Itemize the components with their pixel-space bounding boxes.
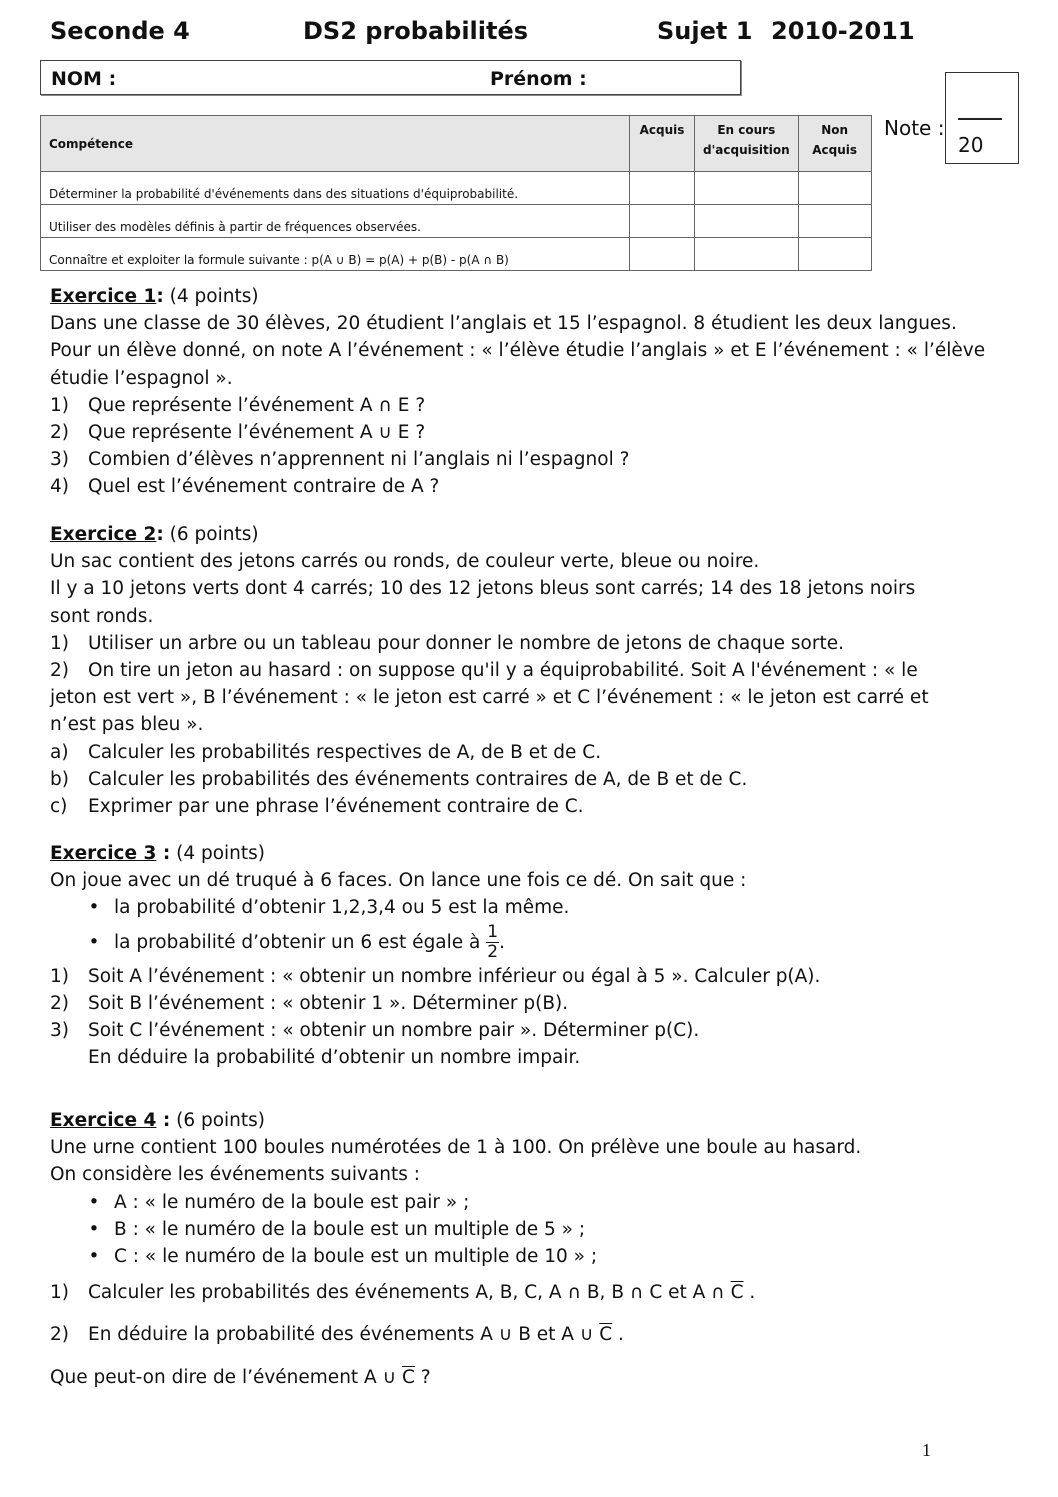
question: 2) Que représente l’événement A ∪ E ? [50,422,426,444]
school-year: 2010-2011 [771,17,915,45]
question: 2) On tire un jeton au hasard : on suppose qu'il y a équiprobabilité. Soit A l'événement : « le [50,660,918,682]
bullet-item: • A : « le numéro de la boule est pair » ; [50,1189,861,1216]
intro-line: Dans une classe de 30 élèves, 20 étudient l’anglais et 15 l’espagnol. 8 étudient les deux langues. [50,313,957,335]
bullet-icon: • [88,1246,100,1268]
header-competence: Compétence [41,116,630,172]
competence-label: Utiliser des modèles définis à partir de fréquences observées. [41,205,630,238]
intro-line: sont ronds. [50,605,154,627]
grade-fraction-line [958,118,1002,120]
intro-line: Un sac contient des jetons carrés ou ronds, de couleur verte, bleue ou noire. [50,551,760,573]
bullet-icon: • [88,1218,100,1240]
exercise-1 [50,283,985,501]
competence-header-row [41,116,872,172]
en-cours-cell[interactable] [695,205,799,238]
grade-denominator: 20 [958,133,984,157]
question: 4) Quel est l’événement contraire de A ? [50,476,440,498]
question: 2) En déduire la probabilité des événements A ∪ B et A ∪ $\overline{C}$ . [50,1324,624,1346]
exercise-4 [50,1107,861,1391]
acquis-cell[interactable] [630,238,695,271]
exercise-1-heading: Exercice 1: (4 points) [50,286,259,307]
header-en-cours-line2: d'acquisition [703,143,790,157]
question: 1) Que représente l’événement A ∩ E ? [50,394,426,416]
subquestion: c) Exprimer par une phrase l’événement contraire de C. [50,796,584,818]
continuation-line: n’est pas bleu ». [50,714,204,736]
non-acquis-cell[interactable] [798,238,871,271]
header-en-cours [695,116,799,172]
nom-label: NOM : [51,68,117,90]
bullet-item: • la probabilité d’obtenir 1,2,3,4 ou 5 est la même. [50,894,820,921]
intro-line: Pour un élève donné, on note A l’événement : « l’élève étudie l’anglais » et E l’événement : « l’élève [50,340,986,362]
non-acquis-cell[interactable] [798,205,871,238]
subquestion: b) Calculer les probabilités des événements contraires de A, de B et de C. [50,768,748,790]
complement-c: $\overline{C}$ [599,1324,613,1346]
intro-line: Il y a 10 jetons verts dont 4 carrés; 10 des 12 jetons bleus sont carrés; 14 des 18 jetons noirs [50,578,916,600]
student-name-box[interactable] [40,60,741,95]
question: 1) Soit A l’événement : « obtenir un nombre inférieur ou égal à 5 ». Calculer p(A). [50,965,821,987]
note-label: Note : [884,116,945,140]
intro-line: On considère les événements suivants : [50,1164,421,1186]
exercise-3-points: (4 points) [176,843,266,864]
bullet-icon: • [88,1191,100,1213]
exercise-1-label: Exercice 1 [50,286,157,307]
exercise-2-label: Exercice 2 [50,524,157,545]
question: 3) Soit C l’événement : « obtenir un nombre pair ». Déterminer p(C). [50,1020,700,1042]
exercise-3-heading: Exercice 3 : (4 points) [50,843,266,864]
competence-label: Connaître et exploiter la formule suivante : p(A ∪ B) = p(A) + p(B) - p(A ∩ B) [41,238,630,271]
exercise-3 [50,840,820,1071]
acquis-cell[interactable] [630,205,695,238]
exercise-1-points: (4 points) [169,286,259,307]
exercise-3-label: Exercice 3 [50,843,157,864]
intro-line: Une urne contient 100 boules numérotées de 1 à 100. On prélève une boule au hasard. [50,1137,862,1159]
exercise-4-heading: Exercice 4 : (6 points) [50,1110,266,1131]
grade-box[interactable] [945,72,1019,164]
competence-table [40,115,872,271]
acquis-cell[interactable] [630,172,695,205]
prenom-label: Prénom : [490,68,587,90]
table-row [41,172,872,205]
header-non-acquis-line2: Acquis [812,143,858,157]
complement-c: $\overline{C}$ [730,1282,744,1304]
continuation-line: jeton est vert », B l’événement : « le jeton est carré » et C l’événement : « le jeton est carré et [50,687,929,709]
bullet-item: • la probabilité d’obtenir un 6 est égale à $\frac{1}{2}$ . [50,922,820,963]
intro-line: étudie l’espagnol ». [50,367,233,389]
exercise-2 [50,521,929,820]
exercise-4-label: Exercice 4 [50,1110,157,1131]
exercise-2-points: (6 points) [169,524,259,545]
question: 1) Utiliser un arbre ou un tableau pour donner le nombre de jetons de chaque sorte. [50,632,844,654]
table-row [41,238,872,271]
header-en-cours-line1: En cours [717,123,776,137]
closing-question: Que peut-on dire de l’événement A ∪ $\overline{C}$ ? [50,1366,431,1388]
question: 1) Calculer les probabilités des événements A, B, C, A ∩ B, B ∩ C et A ∩ $\overline{C}$ . [50,1282,756,1304]
bullet-item: • C : « le numéro de la boule est un multiple de 10 » ; [50,1243,861,1270]
exercise-4-points: (6 points) [176,1110,266,1131]
en-cours-cell[interactable] [695,172,799,205]
header-non-acquis [798,116,871,172]
bullet-icon: • [88,897,100,919]
class-title: Seconde 4 [50,17,190,45]
question: 3) Combien d’élèves n’apprennent ni l’anglais ni l’espagnol ? [50,449,630,471]
subquestion: a) Calculer les probabilités respectives de A, de B et de C. [50,741,602,763]
exercise-2-heading: Exercice 2: (6 points) [50,524,259,545]
continuation-line: En déduire la probabilité d’obtenir un nombre impair. [88,1047,581,1069]
question: 2) Soit B l’événement : « obtenir 1 ». Déterminer p(B). [50,992,569,1014]
bullet-item: • B : « le numéro de la boule est un multiple de 5 » ; [50,1216,861,1243]
non-acquis-cell[interactable] [798,172,871,205]
header-acquis: Acquis [630,116,695,172]
bullet-icon: • [88,931,100,953]
complement-c: $\overline{C}$ [402,1366,415,1388]
page-number: 1 [922,1440,931,1460]
en-cours-cell[interactable] [695,238,799,271]
fraction-one-half: $\frac{1}{2}$ [487,922,499,963]
competence-label: Déterminer la probabilité d'événements dans des situations d'équiprobabilité. [41,172,630,205]
subject-label: Sujet 1 [657,17,753,45]
header-non-acquis-line1: Non [821,123,849,137]
page-title: DS2 probabilités [303,17,529,45]
intro-line: On joue avec un dé truqué à 6 faces. On lance une fois ce dé. On sait que : [50,870,747,892]
table-row [41,205,872,238]
